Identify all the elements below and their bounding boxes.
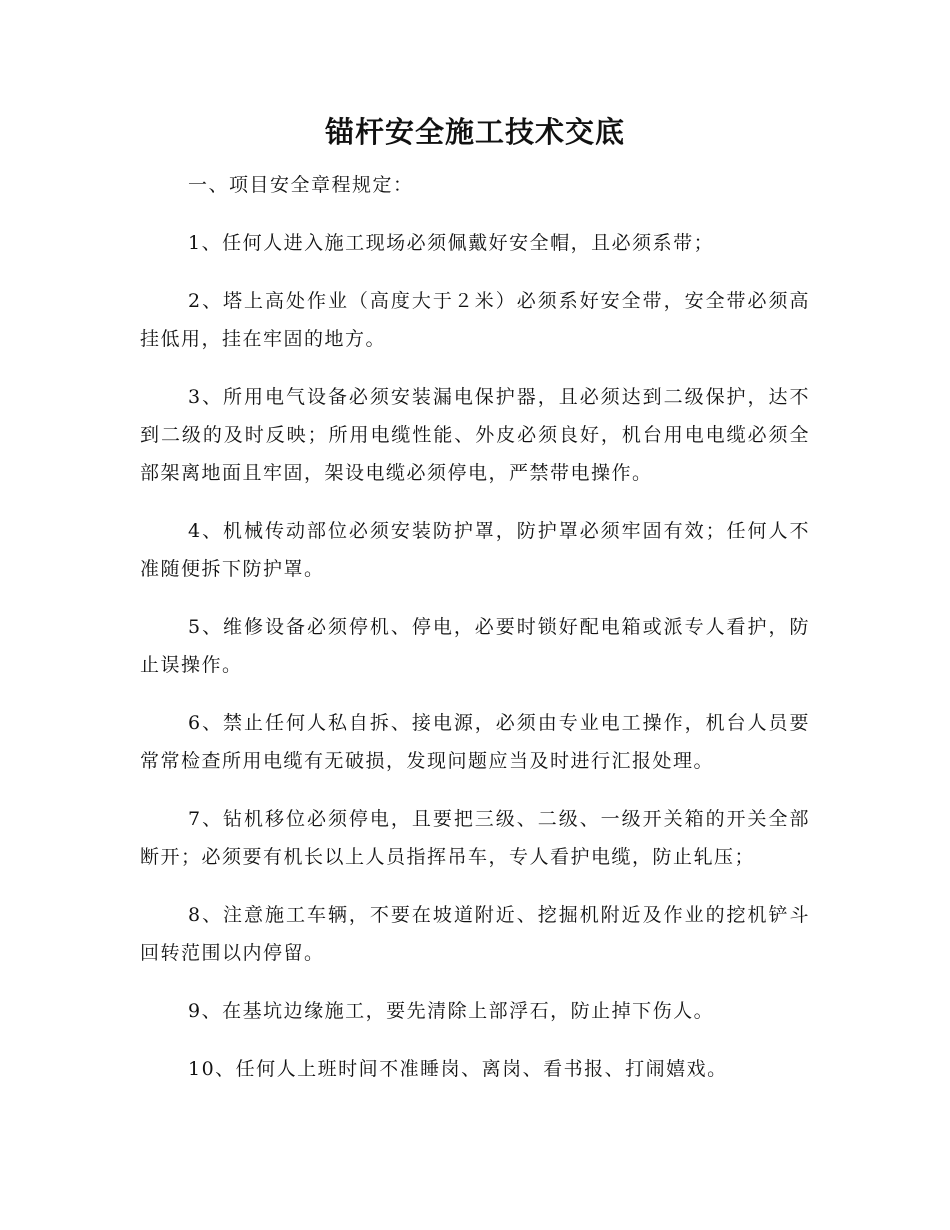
rule-item-6: 6、禁止任何人私自拆、接电源，必须由专业电工操作，机台人员要常常检查所用电缆有无破损，发现问题应当及时进行汇报处理。 [140,712,810,772]
rule-item-8: 8、注意施工车辆，不要在坡道附近、挖掘机附近及作业的挖机铲斗回转范围以内停留。 [140,904,810,964]
rule-item-5: 5、维修设备必须停机、停电，必要时锁好配电箱或派专人看护，防止误操作。 [140,616,810,676]
document-body [140,166,810,1108]
rule-item-2: 2、塔上高处作业（高度大于２米）必须系好安全带，安全带必须高挂低用，挂在牢固的地方。 [140,290,810,350]
section-heading: 一、项目安全章程规定： [188,174,414,196]
rule-item-10: 10、任何人上班时间不准睡岗、离岗、看书报、打闹嬉戏。 [188,1058,728,1080]
rule-item-3: 3、所用电气设备必须安装漏电保护器，且必须达到二级保护，达不到二级的及时反映；所用电缆性能、外皮必须良好，机台用电电缆必须全部架离地面且牢固，架设电缆必须停电，严禁带电操作。 [140,386,810,484]
document-title: 锚杆安全施工技术交底 [324,115,625,149]
rule-item-4: 4、机械传动部位必须安装防护罩，防护罩必须牢固有效；任何人不准随便拆下防护罩。 [140,520,810,580]
rule-item-7: 7、钻机移位必须停电，且要把三级、二级、一级开关箱的开关全部断开；必须要有机长以上人员指挥吊车，专人看护电缆，防止轧压； [140,808,810,868]
rule-item-1: 1、任何人进入施工现场必须佩戴好安全帽，且必须系带； [188,232,715,254]
rule-item-9: 9、在基坑边缘施工，要先清除上部浮石，防止掉下伤人。 [188,1000,715,1022]
